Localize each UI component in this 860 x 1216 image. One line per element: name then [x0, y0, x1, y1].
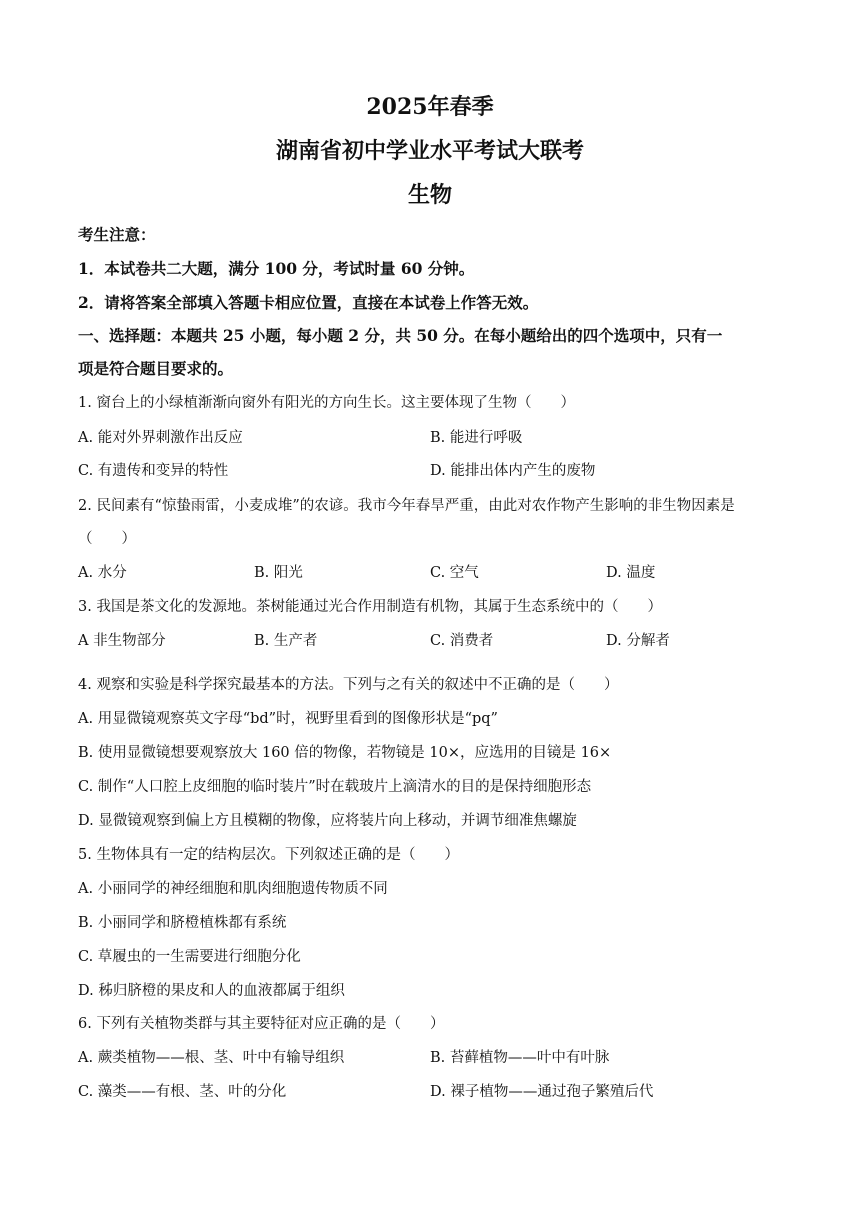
question-5-option-c: C. 草履虫的一生需要进行细胞分化	[78, 949, 301, 965]
question-3-option-b: B. 生产者	[254, 633, 318, 649]
notice-item-1: 1．本试卷共二大题，满分 100 分，考试时量 60 分钟。	[78, 259, 475, 278]
question-1-option-c: C. 有遗传和变异的特性	[78, 463, 229, 479]
question-1-stem: 1. 窗台上的小绿植渐渐向窗外有阳光的方向生长。这主要体现了生物（ ）	[78, 395, 575, 411]
section-instructions-line-2: 项是符合题目要求的。	[78, 359, 234, 378]
question-1-option-b: B. 能进行呼吸	[430, 430, 523, 446]
question-3-stem: 3. 我国是茶文化的发源地。茶树能通过光合作用制造有机物，其属于生态系统中的（ ）	[78, 599, 662, 615]
question-2-option-a: A. 水分	[78, 565, 127, 581]
question-6-option-c: C. 藻类——有根、茎、叶的分化	[78, 1084, 287, 1100]
question-1-option-d: D. 能排出体内产生的废物	[430, 463, 596, 479]
question-5-stem: 5. 生物体具有一定的结构层次。下列叙述正确的是（ ）	[78, 847, 459, 863]
question-4-option-c: C. 制作“人口腔上皮细胞的临时装片”时在载玻片上滴清水的目的是保持细胞形态	[78, 779, 592, 795]
question-4-option-a: A. 用显微镜观察英文字母“bd”时，视野里看到的图像形状是“pq”	[78, 711, 498, 727]
question-2-stem-continued: （ ）	[78, 531, 136, 547]
question-6-option-d: D. 裸子植物——通过孢子繁殖后代	[430, 1084, 654, 1100]
exam-year-title: 2025年春季	[366, 94, 494, 120]
question-5-option-a: A. 小丽同学的神经细胞和肌肉细胞遗传物质不同	[78, 881, 388, 897]
question-2-option-b: B. 阳光	[254, 565, 303, 581]
question-4-option-b: B. 使用显微镜想要观察放大 160 倍的物像，若物镜是 10×，应选用的目镜是 16×	[78, 745, 612, 761]
question-6-stem: 6. 下列有关植物类群与其主要特征对应正确的是（ ）	[78, 1016, 445, 1032]
question-1-option-a: A. 能对外界刺激作出反应	[78, 430, 243, 446]
question-4-stem: 4. 观察和实验是科学探究最基本的方法。下列与之有关的叙述中不正确的是（ ）	[78, 677, 619, 693]
question-3-option-a: A 非生物部分	[78, 633, 166, 649]
question-2-option-c: C. 空气	[430, 565, 479, 581]
question-3-option-d: D. 分解者	[606, 633, 670, 649]
question-5-option-b: B. 小丽同学和脐橙植株都有系统	[78, 915, 287, 931]
question-6-option-b: B. 苔藓植物——叶中有叶脉	[430, 1050, 610, 1066]
exam-name-title: 湖南省初中学业水平考试大联考	[275, 138, 584, 164]
section-instructions-line-1: 一、选择题：本题共 25 小题，每小题 2 分，共 50 分。在每小题给出的四个选项中，只有一	[78, 326, 723, 345]
subject-title: 生物	[407, 182, 452, 208]
question-3-option-c: C. 消费者	[430, 633, 494, 649]
question-5-option-d: D. 秭归脐橙的果皮和人的血液都属于组织	[78, 983, 345, 999]
question-2-option-d: D. 温度	[606, 565, 656, 581]
notice-item-2: 2．请将答案全部填入答题卡相应位置，直接在本试卷上作答无效。	[78, 293, 539, 312]
question-6-option-a: A. 蕨类植物——根、茎、叶中有输导组织	[78, 1050, 345, 1066]
notice-heading: 考生注意：	[78, 225, 156, 244]
question-2-stem: 2. 民间素有“惊蛰雨雷，小麦成堆”的农谚。我市今年春旱严重，由此对农作物产生影响的非生物因素是	[78, 498, 735, 514]
question-4-option-d: D. 显微镜观察到偏上方且模糊的物像，应将装片向上移动，并调节细准焦螺旋	[78, 813, 577, 829]
